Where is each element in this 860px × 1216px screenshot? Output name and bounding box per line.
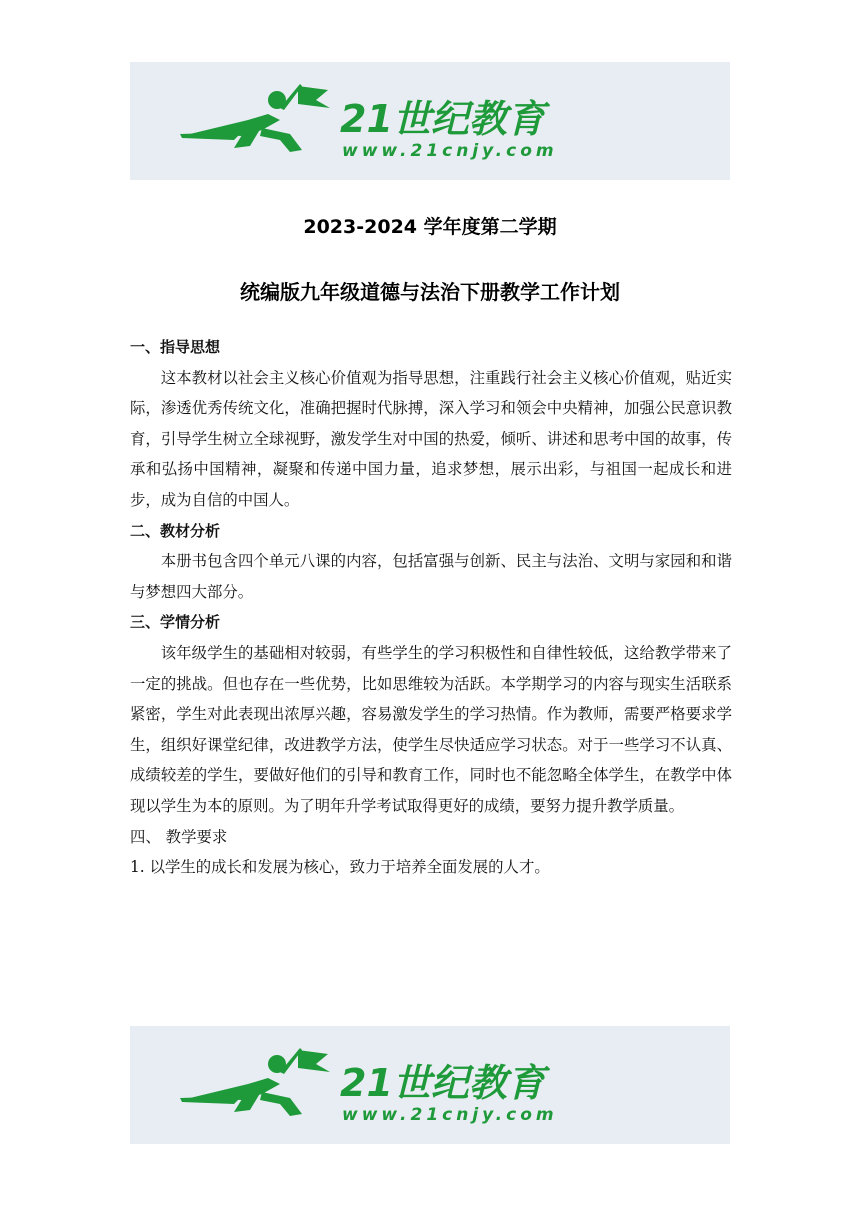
brand-logo [130, 1026, 730, 1144]
document-title-line2: 统编版九年级道德与法治下册教学工作计划 [240, 280, 620, 304]
document-body [130, 332, 732, 883]
brand-logo [130, 62, 730, 180]
section-paragraph: 这本教材以社会主义核心价值观为指导思想，注重践行社会主义核心价值观，贴近实际，渗透优秀传统文化，准确把握时代脉搏，深入学习和领会中央精神，加强公民意识教育，引导学生树立全球视野，激发学生对中国的热爱，倾听、讲述和思考中国的故事，传承和弘扬中国精神，凝聚和传递中国力量，追求梦想，展示出彩，与祖国一起成长和进步，成为自信的中国人。 [130, 368, 732, 509]
section-heading: 一、指导思想 [130, 338, 221, 356]
brand-url: www.21cnjy.com [342, 141, 558, 161]
footer-logo-banner [130, 1026, 730, 1144]
brand-title: 21世纪教育 [340, 1061, 545, 1105]
brand-url: www.21cnjy.com [342, 1105, 558, 1125]
section-heading: 三、学情分析 [130, 613, 221, 632]
section-paragraph: 本册书包含四个单元八课的内容，包括富强与创新、民主与法治、文明与家园和和谐与梦想四大部分。 [130, 552, 732, 601]
brand-title: 21世纪教育 [340, 97, 545, 141]
section-paragraph: 该年级学生的基础相对较弱，有些学生的学习积极性和自律性较低，这给教学带来了一定的挑战。但也存在一些优势，比如思维较为活跃。本学期学习的内容与现实生活联系紧密，学生对此表现出浓厚兴趣，容易激发学生的学习热情。作为教师，需要严格要求学生，组织好课堂纪律，改进教学方法，使学生尽快适应学习状态。对于一些学习不认真、成绩较差的学生，要做好他们的引导和教育工作，同时也不能忽略全体学生，在教学中体现以学生为本的原则。为了明年升学考试取得更好的成绩，要努力提升教学质量。 [130, 643, 732, 815]
section-heading: 二、教材分析 [130, 521, 221, 540]
header-logo-banner [130, 62, 730, 180]
list-item: 1. 以学生的成长和发展为核心，致力于培养全面发展的人才。 [130, 858, 550, 877]
document-title-line1: 2023-2024 学年度第二学期 [303, 216, 557, 238]
section-heading: 四、 教学要求 [130, 827, 228, 846]
